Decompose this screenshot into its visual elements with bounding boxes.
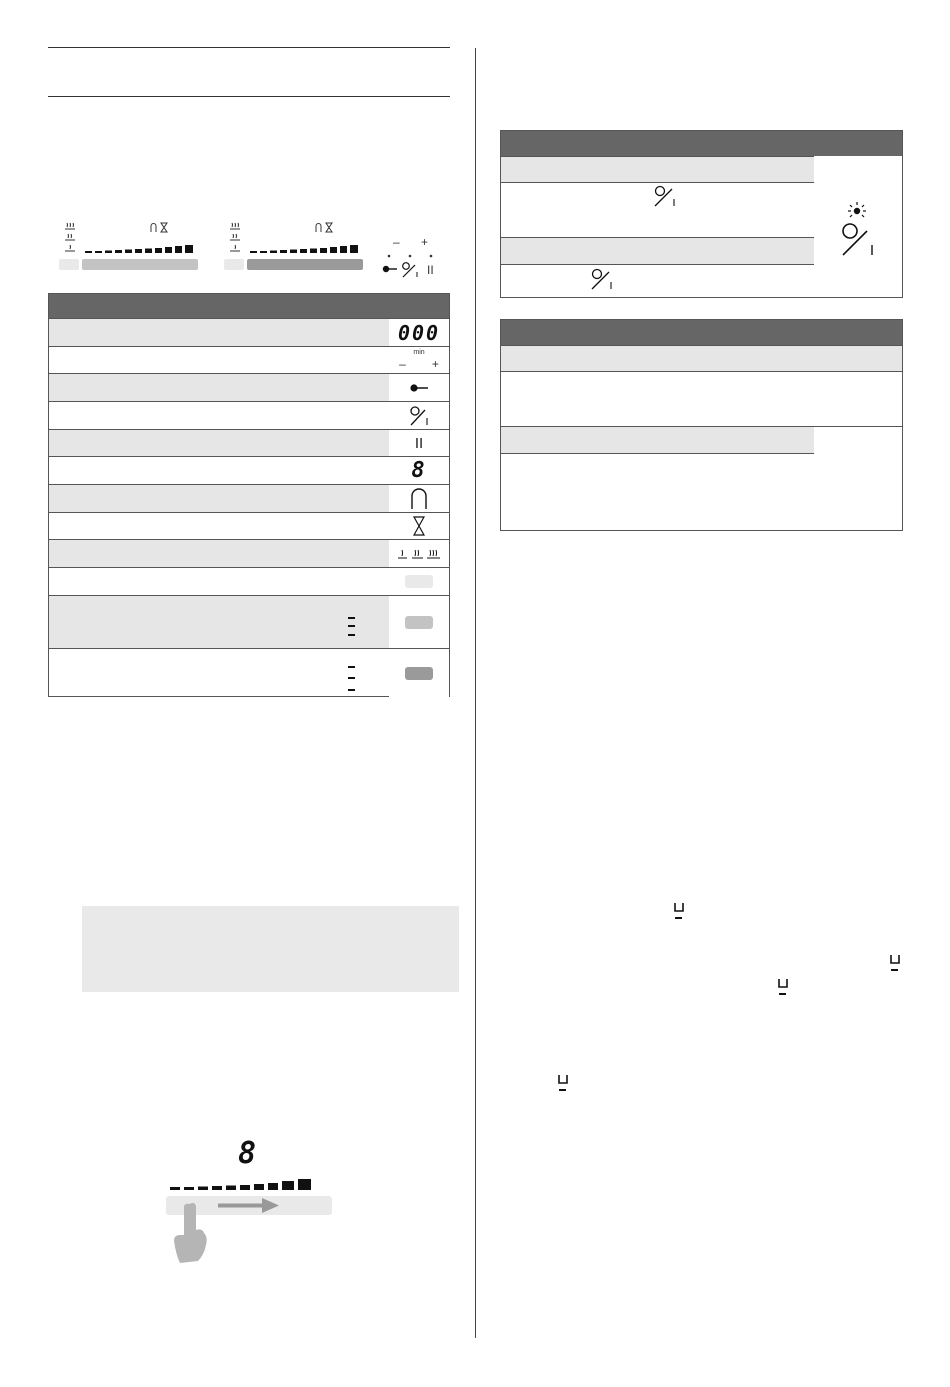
- hourglass-icon: [413, 516, 425, 536]
- table-band: [501, 237, 814, 265]
- timer-minus-icon: –: [399, 357, 406, 371]
- table-row-slider-medium: [49, 595, 449, 648]
- table-row-slider-dark: [49, 648, 449, 697]
- table-row-heat-levels: [49, 539, 449, 567]
- key-lock-button[interactable]: [382, 264, 398, 274]
- indicator-dots-icon: [384, 252, 436, 260]
- pot-detection-icon: [410, 488, 428, 510]
- table-band: [501, 156, 814, 183]
- timer-minus-button[interactable]: –: [393, 235, 400, 249]
- power-on-off-icon: [409, 406, 429, 426]
- pot-timer-icons: [149, 222, 169, 234]
- heat-level-bars-zone1: [85, 244, 197, 254]
- timer-display-icon: 000: [397, 320, 441, 345]
- slide-right-arrow-icon: [218, 1198, 280, 1213]
- second-rule: [48, 96, 450, 97]
- power-table: [500, 130, 903, 298]
- heat-levels-icon: [396, 547, 442, 561]
- note-box: [82, 906, 459, 992]
- pot-timer-icons: [314, 222, 334, 234]
- segment-bars-icon: [347, 616, 357, 638]
- heat-digit-icon: 8: [411, 458, 427, 483]
- residual-heat-symbol-icon: [557, 1074, 569, 1094]
- residual-heat-symbol-icon: [673, 902, 685, 922]
- key-lock-icon: [409, 383, 429, 393]
- heat-level-indicator-icon: [228, 222, 244, 256]
- power-on-off-button[interactable]: [401, 262, 419, 278]
- table-row-heat-digit: [49, 456, 449, 484]
- table-row-pause: [49, 429, 449, 456]
- slider-dark-swatch: [405, 667, 433, 680]
- zone1-slider-start[interactable]: [59, 259, 79, 270]
- slider-medium-swatch: [405, 616, 433, 629]
- heat-level-bars-zone2: [250, 244, 362, 254]
- pause-icon: II: [414, 434, 424, 452]
- zone2-slider-start[interactable]: [224, 259, 244, 270]
- slider-light-swatch: [405, 575, 433, 588]
- power-glowing-icon: [837, 201, 879, 257]
- timer-plus-icon: +: [431, 357, 439, 371]
- power-on-off-icon: [590, 268, 614, 290]
- heat-level-indicator-icon: [63, 222, 79, 256]
- table-row-slider-light: [49, 567, 449, 595]
- table-row-timer-display: [49, 318, 449, 346]
- pause-button[interactable]: II: [427, 263, 434, 277]
- table-row-hourglass: [49, 512, 449, 539]
- residual-heat-symbol-icon: [777, 978, 789, 998]
- segment-bars-icon: [347, 665, 357, 695]
- second-table: [500, 319, 903, 531]
- finger-touch-icon: [170, 1200, 210, 1264]
- table-row-key-lock: [49, 373, 449, 401]
- zone2-slider[interactable]: [247, 259, 363, 270]
- table-header: [501, 320, 902, 345]
- table-band: [501, 345, 902, 372]
- timer-plus-button[interactable]: +: [421, 235, 429, 249]
- table-row-power: [49, 401, 449, 429]
- heat-digit-display: 8: [238, 1136, 259, 1171]
- table-band: [501, 426, 814, 454]
- column-divider: [475, 48, 476, 1338]
- zone1-slider[interactable]: [82, 259, 198, 270]
- power-on-off-icon: [653, 185, 677, 207]
- table-header: [49, 294, 449, 318]
- symbol-table: [48, 293, 450, 697]
- table-header: [501, 131, 902, 156]
- table-row-pot-detection: [49, 484, 449, 512]
- table-row-timer-buttons: [49, 346, 449, 373]
- residual-heat-symbol-icon: [889, 954, 901, 974]
- timer-min-label: min: [413, 349, 425, 356]
- top-rule: [48, 47, 450, 48]
- heat-level-bars: [170, 1177, 312, 1191]
